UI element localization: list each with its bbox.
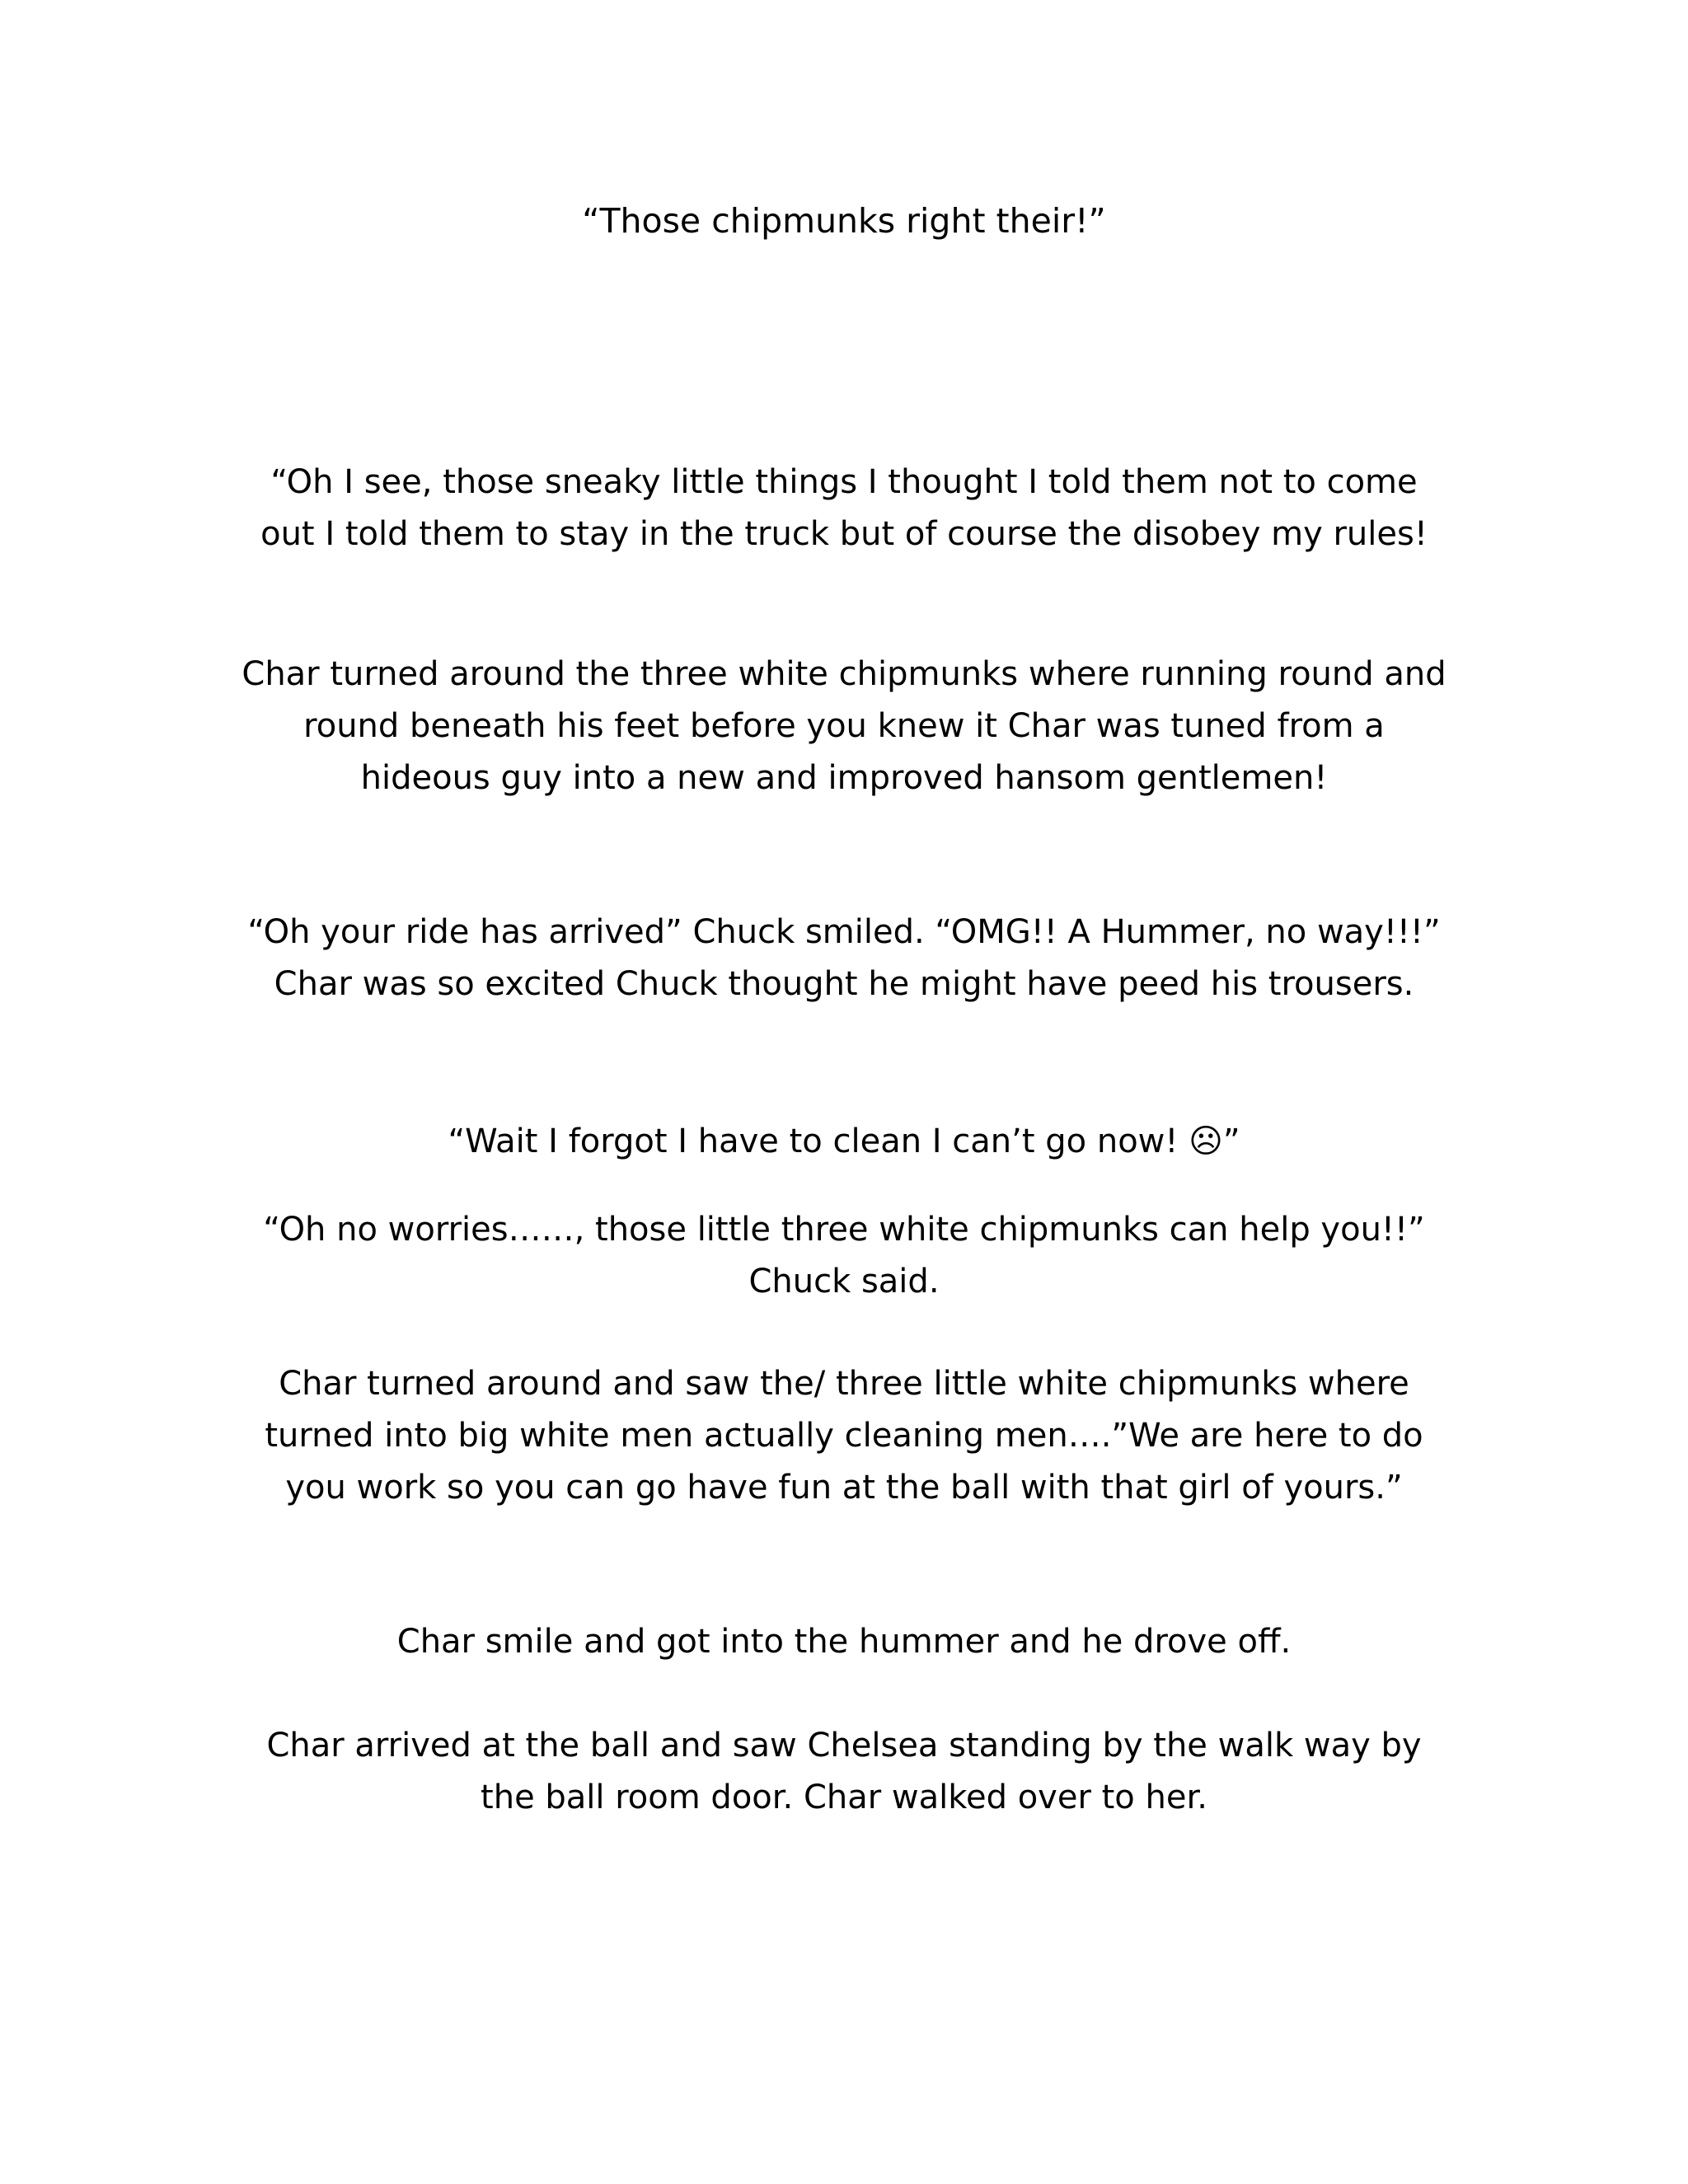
paragraph: Char arrived at the ball and saw Chelsea standing by the walk way by the ball room door. Char walked over to her. [266, 1727, 1422, 1816]
paragraph: “Oh I see, those sneaky little things I thought I told them not to come out I told them to stay in the truck but of course the disobey my rules! [260, 463, 1428, 553]
paragraph: “Wait I forgot I have to clean I can’t go now! ☹” [448, 1122, 1240, 1160]
paragraph: Char smile and got into the hummer and he drove off. [396, 1623, 1292, 1661]
paragraph: “Oh no worries……, those little three white chipmunks can help you!!” Chuck said. [263, 1211, 1425, 1301]
paragraph: Char turned around the three white chipmunks where running round and round beneath his feet before you knew it Char was tuned from a hideous guy into a new and improved hansom gentlemen! [241, 655, 1447, 797]
page-title: “Those chipmunks right their!” [582, 201, 1106, 241]
paragraph: “Oh your ride has arrived” Chuck smiled. “OMG!! A Hummer, no way!!!” Char was so excited Chuck thought he might have peed his trousers. [247, 913, 1441, 1003]
paragraph: Char turned around and saw the/ three little white chipmunks where turned into big white men actually cleaning men….”We are here to do you work so you can go have fun at the ball with that girl of yours.” [265, 1365, 1423, 1507]
